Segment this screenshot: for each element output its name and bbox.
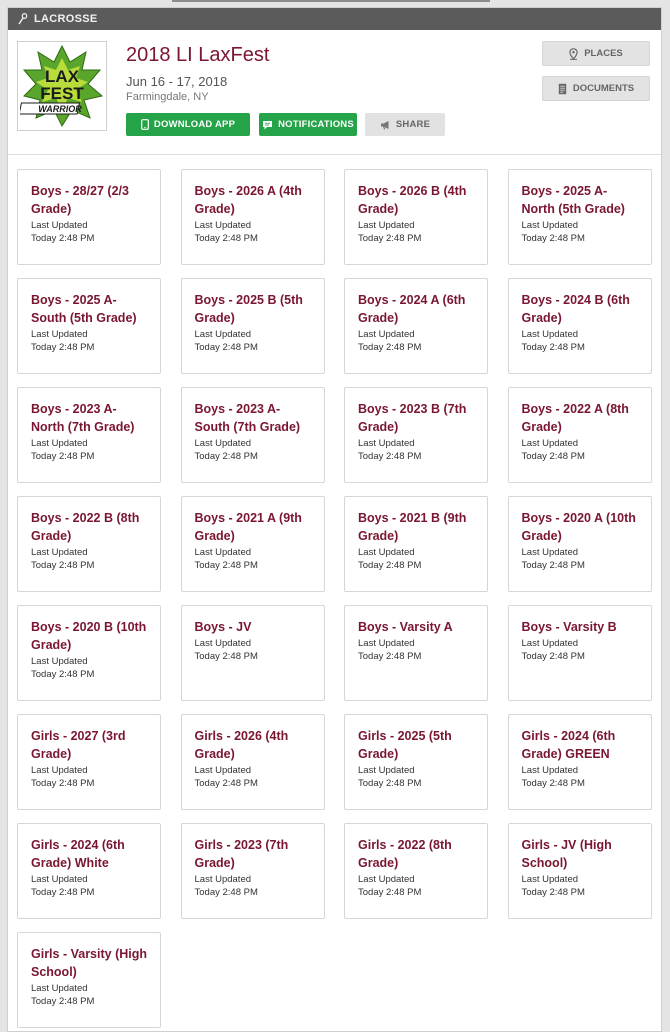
division-card[interactable]: [508, 278, 652, 374]
last-updated-time: Today 2:48 PM: [358, 778, 422, 789]
last-updated-label: Last Updated: [194, 638, 252, 649]
last-updated-time: Today 2:48 PM: [521, 560, 585, 571]
sport-label: LACROSSE: [34, 13, 98, 25]
last-updated-time: Today 2:48 PM: [31, 669, 95, 680]
last-updated-label: Last Updated: [31, 983, 88, 994]
last-updated-time: Today 2:48 PM: [31, 887, 95, 898]
event-panel: [7, 7, 662, 1032]
division-card[interactable]: [344, 169, 488, 265]
division-name: Girls - 2024 (6th Grade) White: [31, 838, 125, 870]
division-card[interactable]: [508, 823, 652, 919]
share-label: SHARE: [395, 119, 431, 130]
division-name: Boys - 2021 B (9th Grade): [358, 511, 467, 543]
last-updated-time: Today 2:48 PM: [194, 887, 258, 898]
division-name: Boys - 2023 B (7th Grade): [358, 402, 467, 434]
division-name: Boys - Varsity A: [358, 620, 453, 634]
last-updated-label: Last Updated: [194, 220, 252, 231]
last-updated-time: Today 2:48 PM: [31, 233, 95, 244]
chat-bubble-icon: [262, 120, 273, 130]
last-updated-label: Last Updated: [521, 547, 579, 558]
division-name: Boys - 2020 A (10th Grade): [521, 511, 636, 543]
last-updated-time: Today 2:48 PM: [358, 233, 422, 244]
download-app-button[interactable]: [126, 113, 250, 136]
division-name: Girls - 2027 (3rd Grade): [31, 729, 126, 761]
last-updated-time: Today 2:48 PM: [31, 451, 95, 462]
division-name: Girls - 2026 (4th Grade): [194, 729, 289, 761]
division-card[interactable]: [17, 496, 161, 592]
last-updated-label: Last Updated: [521, 438, 579, 449]
division-card[interactable]: [181, 387, 325, 483]
megaphone-icon: [380, 120, 391, 130]
division-name: Girls - 2025 (5th Grade): [358, 729, 452, 761]
division-name: Boys - 2022 A (8th Grade): [521, 402, 629, 434]
last-updated-time: Today 2:48 PM: [194, 560, 258, 571]
last-updated-label: Last Updated: [31, 329, 88, 340]
last-updated-time: Today 2:48 PM: [194, 778, 258, 789]
last-updated-time: Today 2:48 PM: [521, 778, 585, 789]
division-name: Boys - 2025 A-North (5th Grade): [521, 184, 625, 216]
top-strip: [172, 0, 490, 2]
division-name: Boys - 2025 A-South (5th Grade): [31, 293, 137, 325]
document-icon: [558, 83, 567, 95]
division-name: Girls - 2024 (6th Grade) GREEN: [521, 729, 616, 761]
last-updated-label: Last Updated: [358, 220, 415, 231]
last-updated-label: Last Updated: [521, 329, 579, 340]
division-name: Boys - Varsity B: [521, 620, 617, 634]
last-updated-label: Last Updated: [358, 638, 415, 649]
last-updated-time: Today 2:48 PM: [194, 342, 258, 353]
documents-label: DOCUMENTS: [572, 83, 635, 94]
last-updated-label: Last Updated: [31, 438, 88, 449]
division-name: Boys - 2023 A-North (7th Grade): [31, 402, 135, 434]
last-updated-label: Last Updated: [194, 329, 252, 340]
last-updated-label: Last Updated: [358, 765, 415, 776]
last-updated-time: Today 2:48 PM: [31, 778, 95, 789]
event-dates: Jun 16 - 17, 2018: [126, 74, 228, 89]
division-card[interactable]: [508, 496, 652, 592]
last-updated-label: Last Updated: [194, 547, 252, 558]
last-updated-label: Last Updated: [31, 765, 88, 776]
division-name: Girls - JV (High School): [521, 838, 612, 870]
last-updated-label: Last Updated: [358, 329, 415, 340]
division-card[interactable]: [344, 823, 488, 919]
svg-text:FEST: FEST: [40, 84, 84, 103]
laxfest-logo-icon: [20, 44, 104, 128]
download-app-label: DOWNLOAD APP: [153, 119, 236, 130]
last-updated-time: Today 2:48 PM: [358, 342, 422, 353]
division-card[interactable]: [181, 714, 325, 810]
division-card[interactable]: [344, 714, 488, 810]
last-updated-label: Last Updated: [358, 874, 415, 885]
division-card[interactable]: [508, 714, 652, 810]
division-name: Boys - 28/27 (2/3 Grade): [31, 184, 129, 216]
last-updated-label: Last Updated: [358, 547, 415, 558]
last-updated-time: Today 2:48 PM: [358, 887, 422, 898]
last-updated-label: Last Updated: [521, 220, 579, 231]
share-button[interactable]: [365, 113, 445, 136]
division-card[interactable]: [508, 605, 652, 701]
last-updated-time: Today 2:48 PM: [521, 651, 585, 662]
event-title: 2018 LI LaxFest: [126, 44, 270, 66]
division-name: Boys - 2022 B (8th Grade): [31, 511, 140, 543]
event-header: [8, 30, 661, 155]
last-updated-time: Today 2:48 PM: [31, 996, 95, 1007]
division-card[interactable]: [17, 605, 161, 701]
division-card[interactable]: [17, 278, 161, 374]
event-logo: [17, 41, 107, 131]
last-updated-label: Last Updated: [194, 438, 252, 449]
last-updated-label: Last Updated: [521, 765, 579, 776]
last-updated-time: Today 2:48 PM: [521, 233, 585, 244]
division-name: Boys - 2024 B (6th Grade): [521, 293, 630, 325]
last-updated-label: Last Updated: [31, 220, 88, 231]
last-updated-label: Last Updated: [521, 638, 579, 649]
documents-button[interactable]: [542, 76, 650, 101]
lacrosse-stick-icon: [16, 13, 28, 25]
division-name: Boys - JV: [194, 620, 252, 634]
division-name: Girls - Varsity (High School): [31, 947, 148, 979]
map-pin-icon: [569, 48, 578, 60]
division-card[interactable]: [181, 169, 325, 265]
division-name: Boys - 2024 A (6th Grade): [358, 293, 466, 325]
last-updated-time: Today 2:48 PM: [194, 651, 258, 662]
notifications-label: NOTIFICATIONS: [278, 119, 354, 130]
division-card[interactable]: [17, 714, 161, 810]
svg-text:WARRIOR: WARRIOR: [38, 104, 82, 114]
last-updated-label: Last Updated: [358, 438, 415, 449]
division-name: Boys - 2020 B (10th Grade): [31, 620, 147, 652]
event-location: Farmingdale, NY: [126, 91, 209, 103]
last-updated-time: Today 2:48 PM: [521, 887, 585, 898]
division-card[interactable]: [17, 823, 161, 919]
division-card[interactable]: [181, 605, 325, 701]
division-card[interactable]: [344, 387, 488, 483]
sport-bar: [8, 8, 661, 30]
division-grid: [17, 169, 652, 1028]
last-updated-time: Today 2:48 PM: [31, 342, 95, 353]
last-updated-time: Today 2:48 PM: [358, 451, 422, 462]
last-updated-label: Last Updated: [31, 656, 88, 667]
division-card[interactable]: [17, 387, 161, 483]
last-updated-label: Last Updated: [194, 765, 252, 776]
division-card[interactable]: [344, 496, 488, 592]
phone-icon: [141, 119, 149, 130]
last-updated-time: Today 2:48 PM: [521, 451, 585, 462]
division-name: Boys - 2026 B (4th Grade): [358, 184, 467, 216]
last-updated-time: Today 2:48 PM: [31, 560, 95, 571]
last-updated-label: Last Updated: [31, 874, 88, 885]
division-card[interactable]: [181, 823, 325, 919]
division-name: Girls - 2022 (8th Grade): [358, 838, 452, 870]
division-card[interactable]: [508, 387, 652, 483]
division-card[interactable]: [344, 605, 488, 701]
last-updated-time: Today 2:48 PM: [358, 651, 422, 662]
svg-text:LAX: LAX: [45, 67, 79, 86]
places-label: PLACES: [584, 48, 623, 59]
last-updated-time: Today 2:48 PM: [194, 451, 258, 462]
places-button[interactable]: [542, 41, 650, 66]
last-updated-time: Today 2:48 PM: [358, 560, 422, 571]
division-name: Boys - 2025 B (5th Grade): [194, 293, 303, 325]
last-updated-time: Today 2:48 PM: [521, 342, 585, 353]
last-updated-label: Last Updated: [194, 874, 252, 885]
division-card[interactable]: [17, 169, 161, 265]
division-name: Boys - 2021 A (9th Grade): [194, 511, 302, 543]
division-name: Boys - 2023 A-South (7th Grade): [194, 402, 301, 434]
division-card[interactable]: [181, 496, 325, 592]
division-name: Girls - 2023 (7th Grade): [194, 838, 289, 870]
division-name: Boys - 2026 A (4th Grade): [194, 184, 302, 216]
division-card[interactable]: [344, 278, 488, 374]
division-card[interactable]: [508, 169, 652, 265]
last-updated-label: Last Updated: [31, 547, 88, 558]
last-updated-time: Today 2:48 PM: [194, 233, 258, 244]
notifications-button[interactable]: [259, 113, 357, 136]
division-card[interactable]: [17, 932, 161, 1028]
last-updated-label: Last Updated: [521, 874, 579, 885]
division-card[interactable]: [181, 278, 325, 374]
